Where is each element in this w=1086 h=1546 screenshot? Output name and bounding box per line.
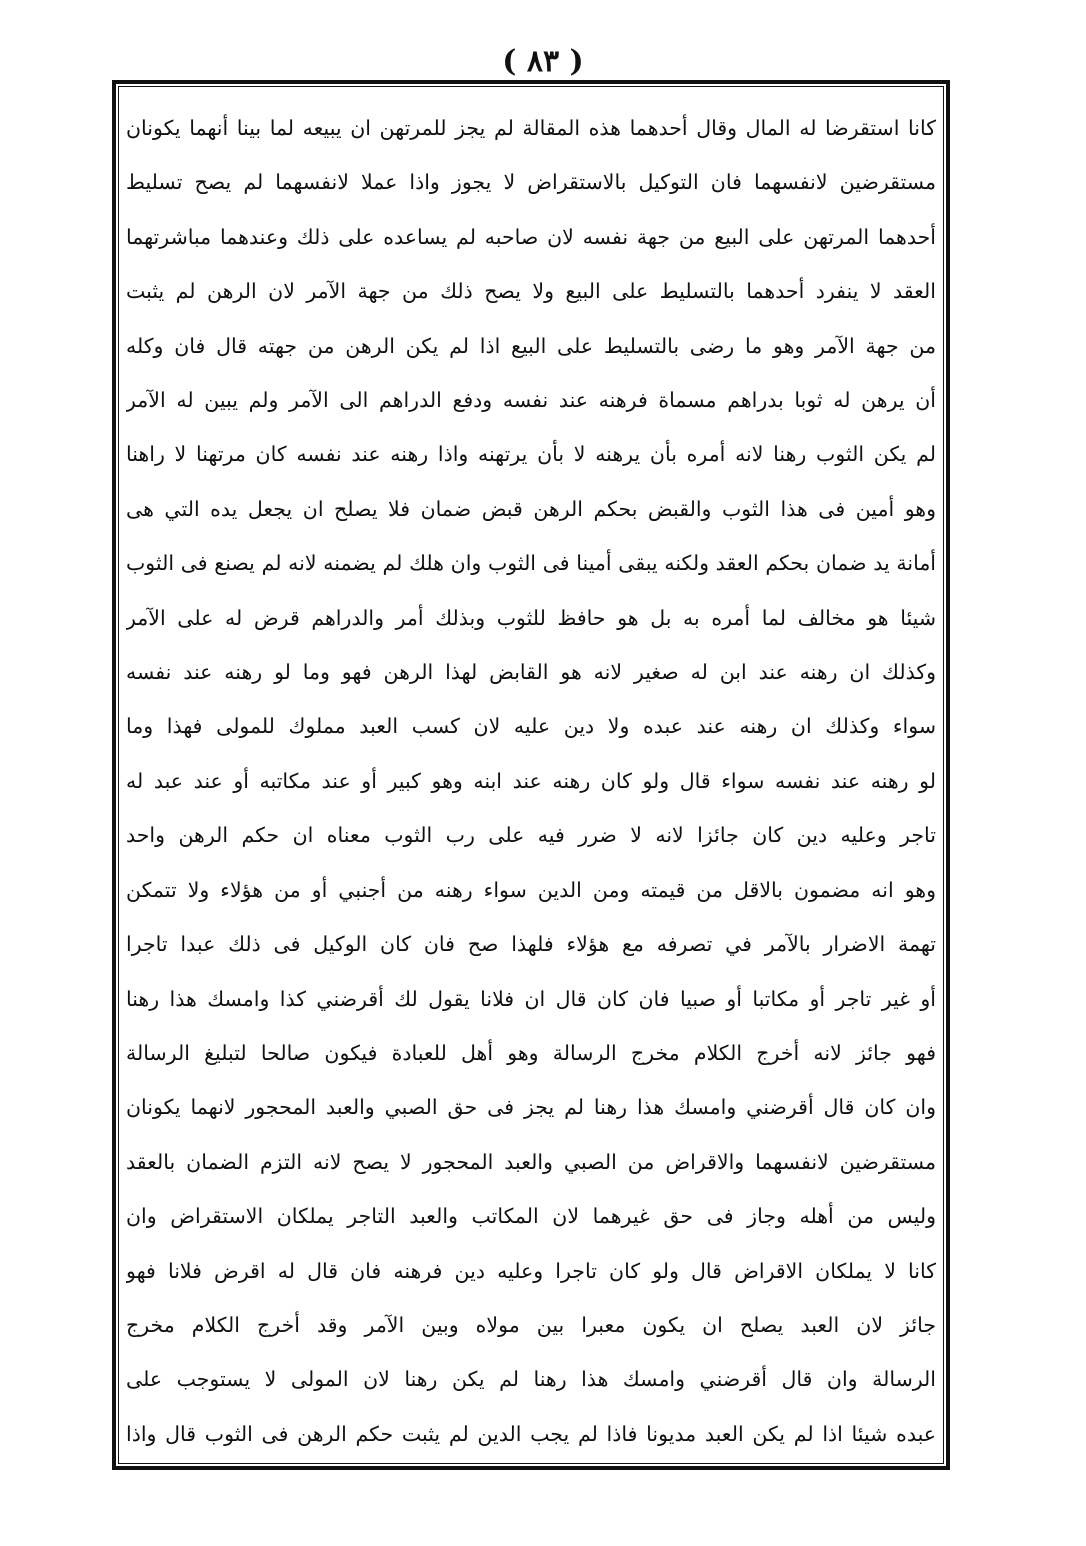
- text-line: سواء وكذلك ان رهنه عند عبده ولا دين عليه لان كسب العبد مملوك للمولى فهذا وما: [126, 714, 936, 739]
- text-line: شيئا هو مخالف لما أمره به بل هو حافظ للثوب وبذلك أمر والدراهم قرض له على الآمر: [126, 605, 936, 630]
- text-line: أو غير تاجر أو مكاتبا أو صبيا فان كان قال ان فلانا يقول لك أقرضني كذا وامسك هذا رهنا: [126, 986, 936, 1011]
- text-line: مستقرضين لانفسهما والاقراض من الصبي والعبد المحجور لا يصح لانه التزم الضمان بالعقد: [126, 1149, 936, 1174]
- text-line: وهو انه مضمون بالاقل من قيمته ومن الدين سواء رهنه من أجنبي أو من هؤلاء ولا تتمكن: [126, 877, 936, 902]
- text-line: كانا لا يملكان الاقراض قال ولو كان تاجرا وعليه دين فرهنه فان قال له اقرض فلانا فهو: [126, 1258, 936, 1283]
- text-line: عبده شيئا اذا لم يكن العبد مديونا فاذا لم يجب الدين لم يثبت حكم الرهن فى الثوب قال واذا: [126, 1421, 936, 1446]
- text-line: لو رهنه عند نفسه سواء قال ولو كان رهنه عند ابنه وهو كبير أو عند مكاتبه أو عند عبد له: [126, 768, 936, 793]
- text-line: مستقرضين لانفسهما فان التوكيل بالاستقراض لا يجوز واذا عملا لانفسهما لم يصح تسليط: [126, 170, 936, 195]
- text-line: أن يرهن له ثوبا بدراهم مسماة فرهنه عند نفسه ودفع الدراهم الى الآمر ولم يبين له الآمر: [126, 388, 936, 413]
- text-line: أحدهما المرتهن على البيع من جهة نفسه لان صاحبه لم يساعده على ذلك وعندهما مباشرتهما: [126, 224, 936, 249]
- text-line: فهو جائز لانه أخرج الكلام مخرج الرسالة وهو أهل للعبادة فيكون صالحا لتبليغ الرسالة: [126, 1040, 936, 1065]
- text-line: لم يكن الثوب رهنا لانه أمره بأن يرهنه لا بأن يرتهنه واذا رهنه عند نفسه كان مرتهنا لا راهنا: [126, 442, 936, 467]
- text-line: تهمة الاضرار بالآمر في تصرفه مع هؤلاء فلهذا صح فان كان الوكيل فى ذلك عبدا تاجرا: [126, 932, 936, 957]
- text-line: وهو أمين فى هذا الثوب والقبض بحكم الرهن قبض ضمان فلا يصلح ان يجعل يده التي هى: [126, 496, 936, 521]
- text-line: كانا استقرضا له المال وقال أحدهما هذه المقالة لم يجز للمرتهن ان يبيعه لما بينا أنهما يكونان: [126, 116, 936, 140]
- text-line: وكذلك ان رهنه عند ابن له صغير لانه هو القابض لهذا الرهن فهو وما لو رهنه عند نفسه: [126, 660, 936, 685]
- page-number: ( ٨٣ ): [502, 44, 584, 79]
- text-line: جائز لان العبد يصلح ان يكون معبرا بين مولاه وبين الآمر وقد أخرج الكلام مخرج: [126, 1312, 936, 1337]
- text-line: وان كان قال أقرضني وامسك هذا رهنا لم يجز فى حق الصبي والعبد المحجور لانهما يكونان: [126, 1095, 936, 1120]
- text-line: أمانة يد ضمان بحكم العقد ولكنه يبقى أمينا فى الثوب وان هلك لم يضمنه لانه لم يصنع فى الثوب: [126, 551, 936, 576]
- text-line: وليس من أهله وجاز فى حق غيرهما لان المكاتب والعبد التاجر يملكان الاستقراض وان: [126, 1204, 936, 1229]
- body-text: [126, 108, 936, 1454]
- text-line: من جهة الآمر وهو ما رضى بالتسليط على البيع اذا لم يكن الرهن من جهته قال فان وكله: [126, 333, 936, 358]
- text-line: الرسالة وان قال أقرضني وامسك هذا رهنا لم يكن رهنا لان المولى لا يستوجب على: [126, 1367, 936, 1392]
- text-line: تاجر وعليه دين كان جائزا لانه لا ضرر فيه على رب الثوب معناه ان حكم الرهن واحد: [126, 823, 936, 848]
- text-line: العقد لا ينفرد أحدهما بالتسليط على البيع ولا يصح ذلك من جهة الآمر لان الرهن لم يثبت: [126, 279, 936, 304]
